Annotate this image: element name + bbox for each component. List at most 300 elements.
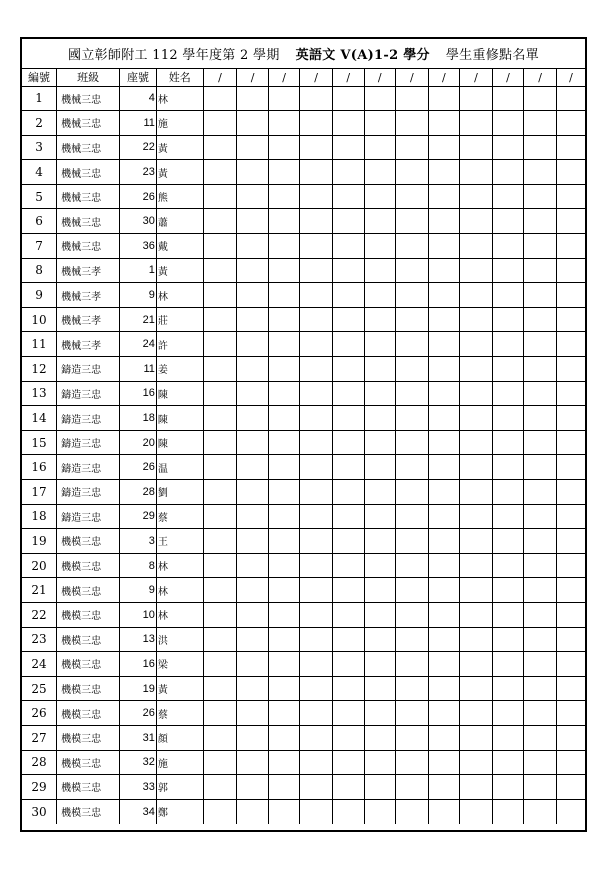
attendance-cell[interactable]	[300, 701, 333, 726]
attendance-cell[interactable]	[396, 578, 429, 603]
attendance-cell[interactable]	[300, 652, 333, 677]
attendance-cell[interactable]	[492, 750, 524, 775]
attendance-cell[interactable]	[556, 504, 585, 529]
attendance-cell[interactable]	[332, 307, 364, 332]
attendance-cell[interactable]	[396, 160, 429, 185]
attendance-cell[interactable]	[364, 160, 396, 185]
attendance-cell[interactable]	[268, 307, 300, 332]
attendance-cell[interactable]	[300, 111, 333, 136]
attendance-cell[interactable]	[332, 258, 364, 283]
attendance-cell[interactable]	[428, 602, 460, 627]
attendance-cell[interactable]	[300, 627, 333, 652]
attendance-cell[interactable]	[300, 357, 333, 382]
attendance-cell[interactable]	[460, 775, 493, 800]
attendance-cell[interactable]	[556, 529, 585, 554]
attendance-cell[interactable]	[556, 406, 585, 431]
attendance-cell[interactable]	[556, 381, 585, 406]
attendance-cell[interactable]	[428, 357, 460, 382]
attendance-cell[interactable]	[460, 627, 493, 652]
attendance-cell[interactable]	[556, 184, 585, 209]
attendance-cell[interactable]	[556, 480, 585, 505]
attendance-cell[interactable]	[428, 258, 460, 283]
attendance-cell[interactable]	[556, 652, 585, 677]
attendance-cell[interactable]	[428, 775, 460, 800]
attendance-cell[interactable]	[524, 480, 557, 505]
attendance-cell[interactable]	[203, 799, 237, 824]
attendance-cell[interactable]	[364, 357, 396, 382]
attendance-cell[interactable]	[492, 135, 524, 160]
attendance-cell[interactable]	[203, 602, 237, 627]
attendance-cell[interactable]	[364, 578, 396, 603]
attendance-cell[interactable]	[556, 799, 585, 824]
attendance-cell[interactable]	[460, 652, 493, 677]
attendance-cell[interactable]	[396, 455, 429, 480]
attendance-cell[interactable]	[492, 553, 524, 578]
attendance-cell[interactable]	[492, 504, 524, 529]
attendance-cell[interactable]	[492, 381, 524, 406]
attendance-cell[interactable]	[332, 381, 364, 406]
attendance-cell[interactable]	[364, 750, 396, 775]
attendance-cell[interactable]	[396, 775, 429, 800]
attendance-cell[interactable]	[556, 111, 585, 136]
attendance-cell[interactable]	[492, 86, 524, 111]
attendance-cell[interactable]	[492, 283, 524, 308]
attendance-cell[interactable]	[460, 504, 493, 529]
attendance-cell[interactable]	[237, 504, 269, 529]
attendance-cell[interactable]	[492, 480, 524, 505]
attendance-cell[interactable]	[460, 86, 493, 111]
attendance-cell[interactable]	[203, 480, 237, 505]
attendance-cell[interactable]	[237, 234, 269, 259]
attendance-cell[interactable]	[524, 602, 557, 627]
attendance-cell[interactable]	[396, 86, 429, 111]
attendance-cell[interactable]	[332, 529, 364, 554]
attendance-cell[interactable]	[396, 135, 429, 160]
attendance-cell[interactable]	[460, 578, 493, 603]
attendance-cell[interactable]	[492, 111, 524, 136]
attendance-cell[interactable]	[460, 209, 493, 234]
attendance-cell[interactable]	[460, 160, 493, 185]
attendance-cell[interactable]	[492, 160, 524, 185]
attendance-cell[interactable]	[492, 701, 524, 726]
attendance-cell[interactable]	[396, 529, 429, 554]
attendance-cell[interactable]	[460, 332, 493, 357]
attendance-cell[interactable]	[203, 357, 237, 382]
attendance-cell[interactable]	[268, 578, 300, 603]
attendance-cell[interactable]	[364, 480, 396, 505]
attendance-cell[interactable]	[492, 799, 524, 824]
attendance-cell[interactable]	[460, 480, 493, 505]
attendance-cell[interactable]	[203, 725, 237, 750]
attendance-cell[interactable]	[203, 111, 237, 136]
attendance-cell[interactable]	[556, 725, 585, 750]
attendance-cell[interactable]	[428, 504, 460, 529]
attendance-cell[interactable]	[396, 553, 429, 578]
attendance-cell[interactable]	[492, 209, 524, 234]
attendance-cell[interactable]	[332, 332, 364, 357]
attendance-cell[interactable]	[332, 750, 364, 775]
attendance-cell[interactable]	[428, 332, 460, 357]
attendance-cell[interactable]	[492, 357, 524, 382]
attendance-cell[interactable]	[364, 86, 396, 111]
attendance-cell[interactable]	[524, 406, 557, 431]
attendance-cell[interactable]	[396, 381, 429, 406]
attendance-cell[interactable]	[364, 332, 396, 357]
attendance-cell[interactable]	[556, 602, 585, 627]
attendance-cell[interactable]	[428, 578, 460, 603]
attendance-cell[interactable]	[524, 357, 557, 382]
attendance-cell[interactable]	[332, 406, 364, 431]
attendance-cell[interactable]	[556, 750, 585, 775]
attendance-cell[interactable]	[524, 135, 557, 160]
attendance-cell[interactable]	[300, 332, 333, 357]
attendance-cell[interactable]	[203, 86, 237, 111]
attendance-cell[interactable]	[364, 529, 396, 554]
attendance-cell[interactable]	[203, 381, 237, 406]
attendance-cell[interactable]	[268, 332, 300, 357]
attendance-cell[interactable]	[237, 332, 269, 357]
attendance-cell[interactable]	[428, 283, 460, 308]
attendance-cell[interactable]	[428, 381, 460, 406]
attendance-cell[interactable]	[268, 676, 300, 701]
attendance-cell[interactable]	[396, 307, 429, 332]
attendance-cell[interactable]	[237, 725, 269, 750]
attendance-cell[interactable]	[396, 652, 429, 677]
attendance-cell[interactable]	[396, 799, 429, 824]
attendance-cell[interactable]	[428, 701, 460, 726]
attendance-cell[interactable]	[364, 111, 396, 136]
attendance-cell[interactable]	[428, 184, 460, 209]
attendance-cell[interactable]	[364, 283, 396, 308]
attendance-cell[interactable]	[300, 750, 333, 775]
attendance-cell[interactable]	[268, 209, 300, 234]
attendance-cell[interactable]	[268, 750, 300, 775]
attendance-cell[interactable]	[364, 775, 396, 800]
attendance-cell[interactable]	[492, 307, 524, 332]
attendance-cell[interactable]	[460, 184, 493, 209]
attendance-cell[interactable]	[300, 529, 333, 554]
attendance-cell[interactable]	[332, 602, 364, 627]
attendance-cell[interactable]	[428, 676, 460, 701]
attendance-cell[interactable]	[556, 627, 585, 652]
attendance-cell[interactable]	[237, 480, 269, 505]
attendance-cell[interactable]	[332, 775, 364, 800]
attendance-cell[interactable]	[460, 406, 493, 431]
attendance-cell[interactable]	[203, 307, 237, 332]
attendance-cell[interactable]	[460, 234, 493, 259]
attendance-cell[interactable]	[300, 86, 333, 111]
attendance-cell[interactable]	[300, 283, 333, 308]
attendance-cell[interactable]	[300, 307, 333, 332]
attendance-cell[interactable]	[524, 676, 557, 701]
attendance-cell[interactable]	[524, 529, 557, 554]
attendance-cell[interactable]	[396, 234, 429, 259]
attendance-cell[interactable]	[332, 578, 364, 603]
attendance-cell[interactable]	[268, 504, 300, 529]
attendance-cell[interactable]	[203, 332, 237, 357]
attendance-cell[interactable]	[268, 258, 300, 283]
attendance-cell[interactable]	[332, 676, 364, 701]
attendance-cell[interactable]	[268, 160, 300, 185]
attendance-cell[interactable]	[364, 307, 396, 332]
attendance-cell[interactable]	[332, 480, 364, 505]
attendance-cell[interactable]	[203, 455, 237, 480]
attendance-cell[interactable]	[237, 750, 269, 775]
attendance-cell[interactable]	[332, 799, 364, 824]
attendance-cell[interactable]	[268, 86, 300, 111]
attendance-cell[interactable]	[428, 406, 460, 431]
attendance-cell[interactable]	[203, 627, 237, 652]
attendance-cell[interactable]	[332, 160, 364, 185]
attendance-cell[interactable]	[203, 578, 237, 603]
attendance-cell[interactable]	[237, 381, 269, 406]
attendance-cell[interactable]	[396, 504, 429, 529]
attendance-cell[interactable]	[332, 111, 364, 136]
attendance-cell[interactable]	[460, 307, 493, 332]
attendance-cell[interactable]	[237, 701, 269, 726]
attendance-cell[interactable]	[268, 480, 300, 505]
attendance-cell[interactable]	[396, 209, 429, 234]
attendance-cell[interactable]	[268, 652, 300, 677]
attendance-cell[interactable]	[428, 627, 460, 652]
attendance-cell[interactable]	[268, 111, 300, 136]
attendance-cell[interactable]	[556, 283, 585, 308]
attendance-cell[interactable]	[332, 357, 364, 382]
attendance-cell[interactable]	[460, 283, 493, 308]
attendance-cell[interactable]	[268, 775, 300, 800]
attendance-cell[interactable]	[300, 455, 333, 480]
attendance-cell[interactable]	[332, 209, 364, 234]
attendance-cell[interactable]	[556, 234, 585, 259]
attendance-cell[interactable]	[300, 602, 333, 627]
attendance-cell[interactable]	[492, 676, 524, 701]
attendance-cell[interactable]	[524, 184, 557, 209]
attendance-cell[interactable]	[460, 135, 493, 160]
attendance-cell[interactable]	[428, 430, 460, 455]
attendance-cell[interactable]	[524, 553, 557, 578]
attendance-cell[interactable]	[460, 258, 493, 283]
attendance-cell[interactable]	[364, 602, 396, 627]
attendance-cell[interactable]	[556, 578, 585, 603]
attendance-cell[interactable]	[396, 701, 429, 726]
attendance-cell[interactable]	[428, 111, 460, 136]
attendance-cell[interactable]	[364, 406, 396, 431]
attendance-cell[interactable]	[300, 234, 333, 259]
attendance-cell[interactable]	[460, 553, 493, 578]
attendance-cell[interactable]	[364, 725, 396, 750]
attendance-cell[interactable]	[268, 627, 300, 652]
attendance-cell[interactable]	[428, 135, 460, 160]
attendance-cell[interactable]	[300, 381, 333, 406]
attendance-cell[interactable]	[332, 430, 364, 455]
attendance-cell[interactable]	[332, 701, 364, 726]
attendance-cell[interactable]	[300, 725, 333, 750]
attendance-cell[interactable]	[396, 676, 429, 701]
attendance-cell[interactable]	[460, 357, 493, 382]
attendance-cell[interactable]	[428, 209, 460, 234]
attendance-cell[interactable]	[364, 381, 396, 406]
attendance-cell[interactable]	[332, 652, 364, 677]
attendance-cell[interactable]	[203, 406, 237, 431]
attendance-cell[interactable]	[396, 430, 429, 455]
attendance-cell[interactable]	[237, 184, 269, 209]
attendance-cell[interactable]	[203, 553, 237, 578]
attendance-cell[interactable]	[268, 529, 300, 554]
attendance-cell[interactable]	[524, 775, 557, 800]
attendance-cell[interactable]	[364, 553, 396, 578]
attendance-cell[interactable]	[268, 725, 300, 750]
attendance-cell[interactable]	[203, 701, 237, 726]
attendance-cell[interactable]	[492, 529, 524, 554]
attendance-cell[interactable]	[524, 283, 557, 308]
attendance-cell[interactable]	[460, 455, 493, 480]
attendance-cell[interactable]	[237, 578, 269, 603]
attendance-cell[interactable]	[396, 332, 429, 357]
attendance-cell[interactable]	[332, 234, 364, 259]
attendance-cell[interactable]	[237, 799, 269, 824]
attendance-cell[interactable]	[396, 725, 429, 750]
attendance-cell[interactable]	[364, 455, 396, 480]
attendance-cell[interactable]	[460, 799, 493, 824]
attendance-cell[interactable]	[364, 627, 396, 652]
attendance-cell[interactable]	[460, 529, 493, 554]
attendance-cell[interactable]	[428, 553, 460, 578]
attendance-cell[interactable]	[237, 652, 269, 677]
attendance-cell[interactable]	[460, 725, 493, 750]
attendance-cell[interactable]	[237, 111, 269, 136]
attendance-cell[interactable]	[237, 209, 269, 234]
attendance-cell[interactable]	[428, 160, 460, 185]
attendance-cell[interactable]	[300, 406, 333, 431]
attendance-cell[interactable]	[203, 750, 237, 775]
attendance-cell[interactable]	[332, 627, 364, 652]
attendance-cell[interactable]	[396, 111, 429, 136]
attendance-cell[interactable]	[203, 135, 237, 160]
attendance-cell[interactable]	[396, 357, 429, 382]
attendance-cell[interactable]	[332, 725, 364, 750]
attendance-cell[interactable]	[203, 283, 237, 308]
attendance-cell[interactable]	[300, 160, 333, 185]
attendance-cell[interactable]	[492, 627, 524, 652]
attendance-cell[interactable]	[268, 455, 300, 480]
attendance-cell[interactable]	[332, 553, 364, 578]
attendance-cell[interactable]	[300, 775, 333, 800]
attendance-cell[interactable]	[460, 750, 493, 775]
attendance-cell[interactable]	[332, 455, 364, 480]
attendance-cell[interactable]	[556, 775, 585, 800]
attendance-cell[interactable]	[364, 184, 396, 209]
attendance-cell[interactable]	[492, 258, 524, 283]
attendance-cell[interactable]	[492, 725, 524, 750]
attendance-cell[interactable]	[524, 652, 557, 677]
attendance-cell[interactable]	[364, 209, 396, 234]
attendance-cell[interactable]	[237, 307, 269, 332]
attendance-cell[interactable]	[396, 406, 429, 431]
attendance-cell[interactable]	[237, 86, 269, 111]
attendance-cell[interactable]	[332, 135, 364, 160]
attendance-cell[interactable]	[396, 258, 429, 283]
attendance-cell[interactable]	[556, 160, 585, 185]
attendance-cell[interactable]	[203, 430, 237, 455]
attendance-cell[interactable]	[364, 234, 396, 259]
attendance-cell[interactable]	[524, 430, 557, 455]
attendance-cell[interactable]	[556, 307, 585, 332]
attendance-cell[interactable]	[524, 799, 557, 824]
attendance-cell[interactable]	[268, 799, 300, 824]
attendance-cell[interactable]	[524, 234, 557, 259]
attendance-cell[interactable]	[556, 86, 585, 111]
attendance-cell[interactable]	[556, 258, 585, 283]
attendance-cell[interactable]	[237, 160, 269, 185]
attendance-cell[interactable]	[524, 455, 557, 480]
attendance-cell[interactable]	[396, 627, 429, 652]
attendance-cell[interactable]	[556, 553, 585, 578]
attendance-cell[interactable]	[492, 455, 524, 480]
attendance-cell[interactable]	[556, 135, 585, 160]
attendance-cell[interactable]	[492, 234, 524, 259]
attendance-cell[interactable]	[332, 184, 364, 209]
attendance-cell[interactable]	[524, 332, 557, 357]
attendance-cell[interactable]	[492, 578, 524, 603]
attendance-cell[interactable]	[460, 111, 493, 136]
attendance-cell[interactable]	[524, 258, 557, 283]
attendance-cell[interactable]	[300, 430, 333, 455]
attendance-cell[interactable]	[300, 504, 333, 529]
attendance-cell[interactable]	[332, 283, 364, 308]
attendance-cell[interactable]	[492, 430, 524, 455]
attendance-cell[interactable]	[524, 504, 557, 529]
attendance-cell[interactable]	[396, 750, 429, 775]
attendance-cell[interactable]	[203, 184, 237, 209]
attendance-cell[interactable]	[396, 184, 429, 209]
attendance-cell[interactable]	[364, 258, 396, 283]
attendance-cell[interactable]	[428, 455, 460, 480]
attendance-cell[interactable]	[364, 430, 396, 455]
attendance-cell[interactable]	[203, 529, 237, 554]
attendance-cell[interactable]	[300, 578, 333, 603]
attendance-cell[interactable]	[556, 332, 585, 357]
attendance-cell[interactable]	[460, 676, 493, 701]
attendance-cell[interactable]	[237, 553, 269, 578]
attendance-cell[interactable]	[237, 529, 269, 554]
attendance-cell[interactable]	[237, 135, 269, 160]
attendance-cell[interactable]	[492, 602, 524, 627]
attendance-cell[interactable]	[556, 357, 585, 382]
attendance-cell[interactable]	[203, 258, 237, 283]
attendance-cell[interactable]	[203, 676, 237, 701]
attendance-cell[interactable]	[237, 676, 269, 701]
attendance-cell[interactable]	[492, 652, 524, 677]
attendance-cell[interactable]	[524, 627, 557, 652]
attendance-cell[interactable]	[364, 504, 396, 529]
attendance-cell[interactable]	[268, 553, 300, 578]
attendance-cell[interactable]	[268, 430, 300, 455]
attendance-cell[interactable]	[300, 480, 333, 505]
attendance-cell[interactable]	[396, 602, 429, 627]
attendance-cell[interactable]	[268, 701, 300, 726]
attendance-cell[interactable]	[332, 86, 364, 111]
attendance-cell[interactable]	[237, 258, 269, 283]
attendance-cell[interactable]	[428, 652, 460, 677]
attendance-cell[interactable]	[428, 725, 460, 750]
attendance-cell[interactable]	[396, 283, 429, 308]
attendance-cell[interactable]	[203, 504, 237, 529]
attendance-cell[interactable]	[524, 111, 557, 136]
attendance-cell[interactable]	[524, 209, 557, 234]
attendance-cell[interactable]	[203, 160, 237, 185]
attendance-cell[interactable]	[237, 775, 269, 800]
attendance-cell[interactable]	[460, 602, 493, 627]
